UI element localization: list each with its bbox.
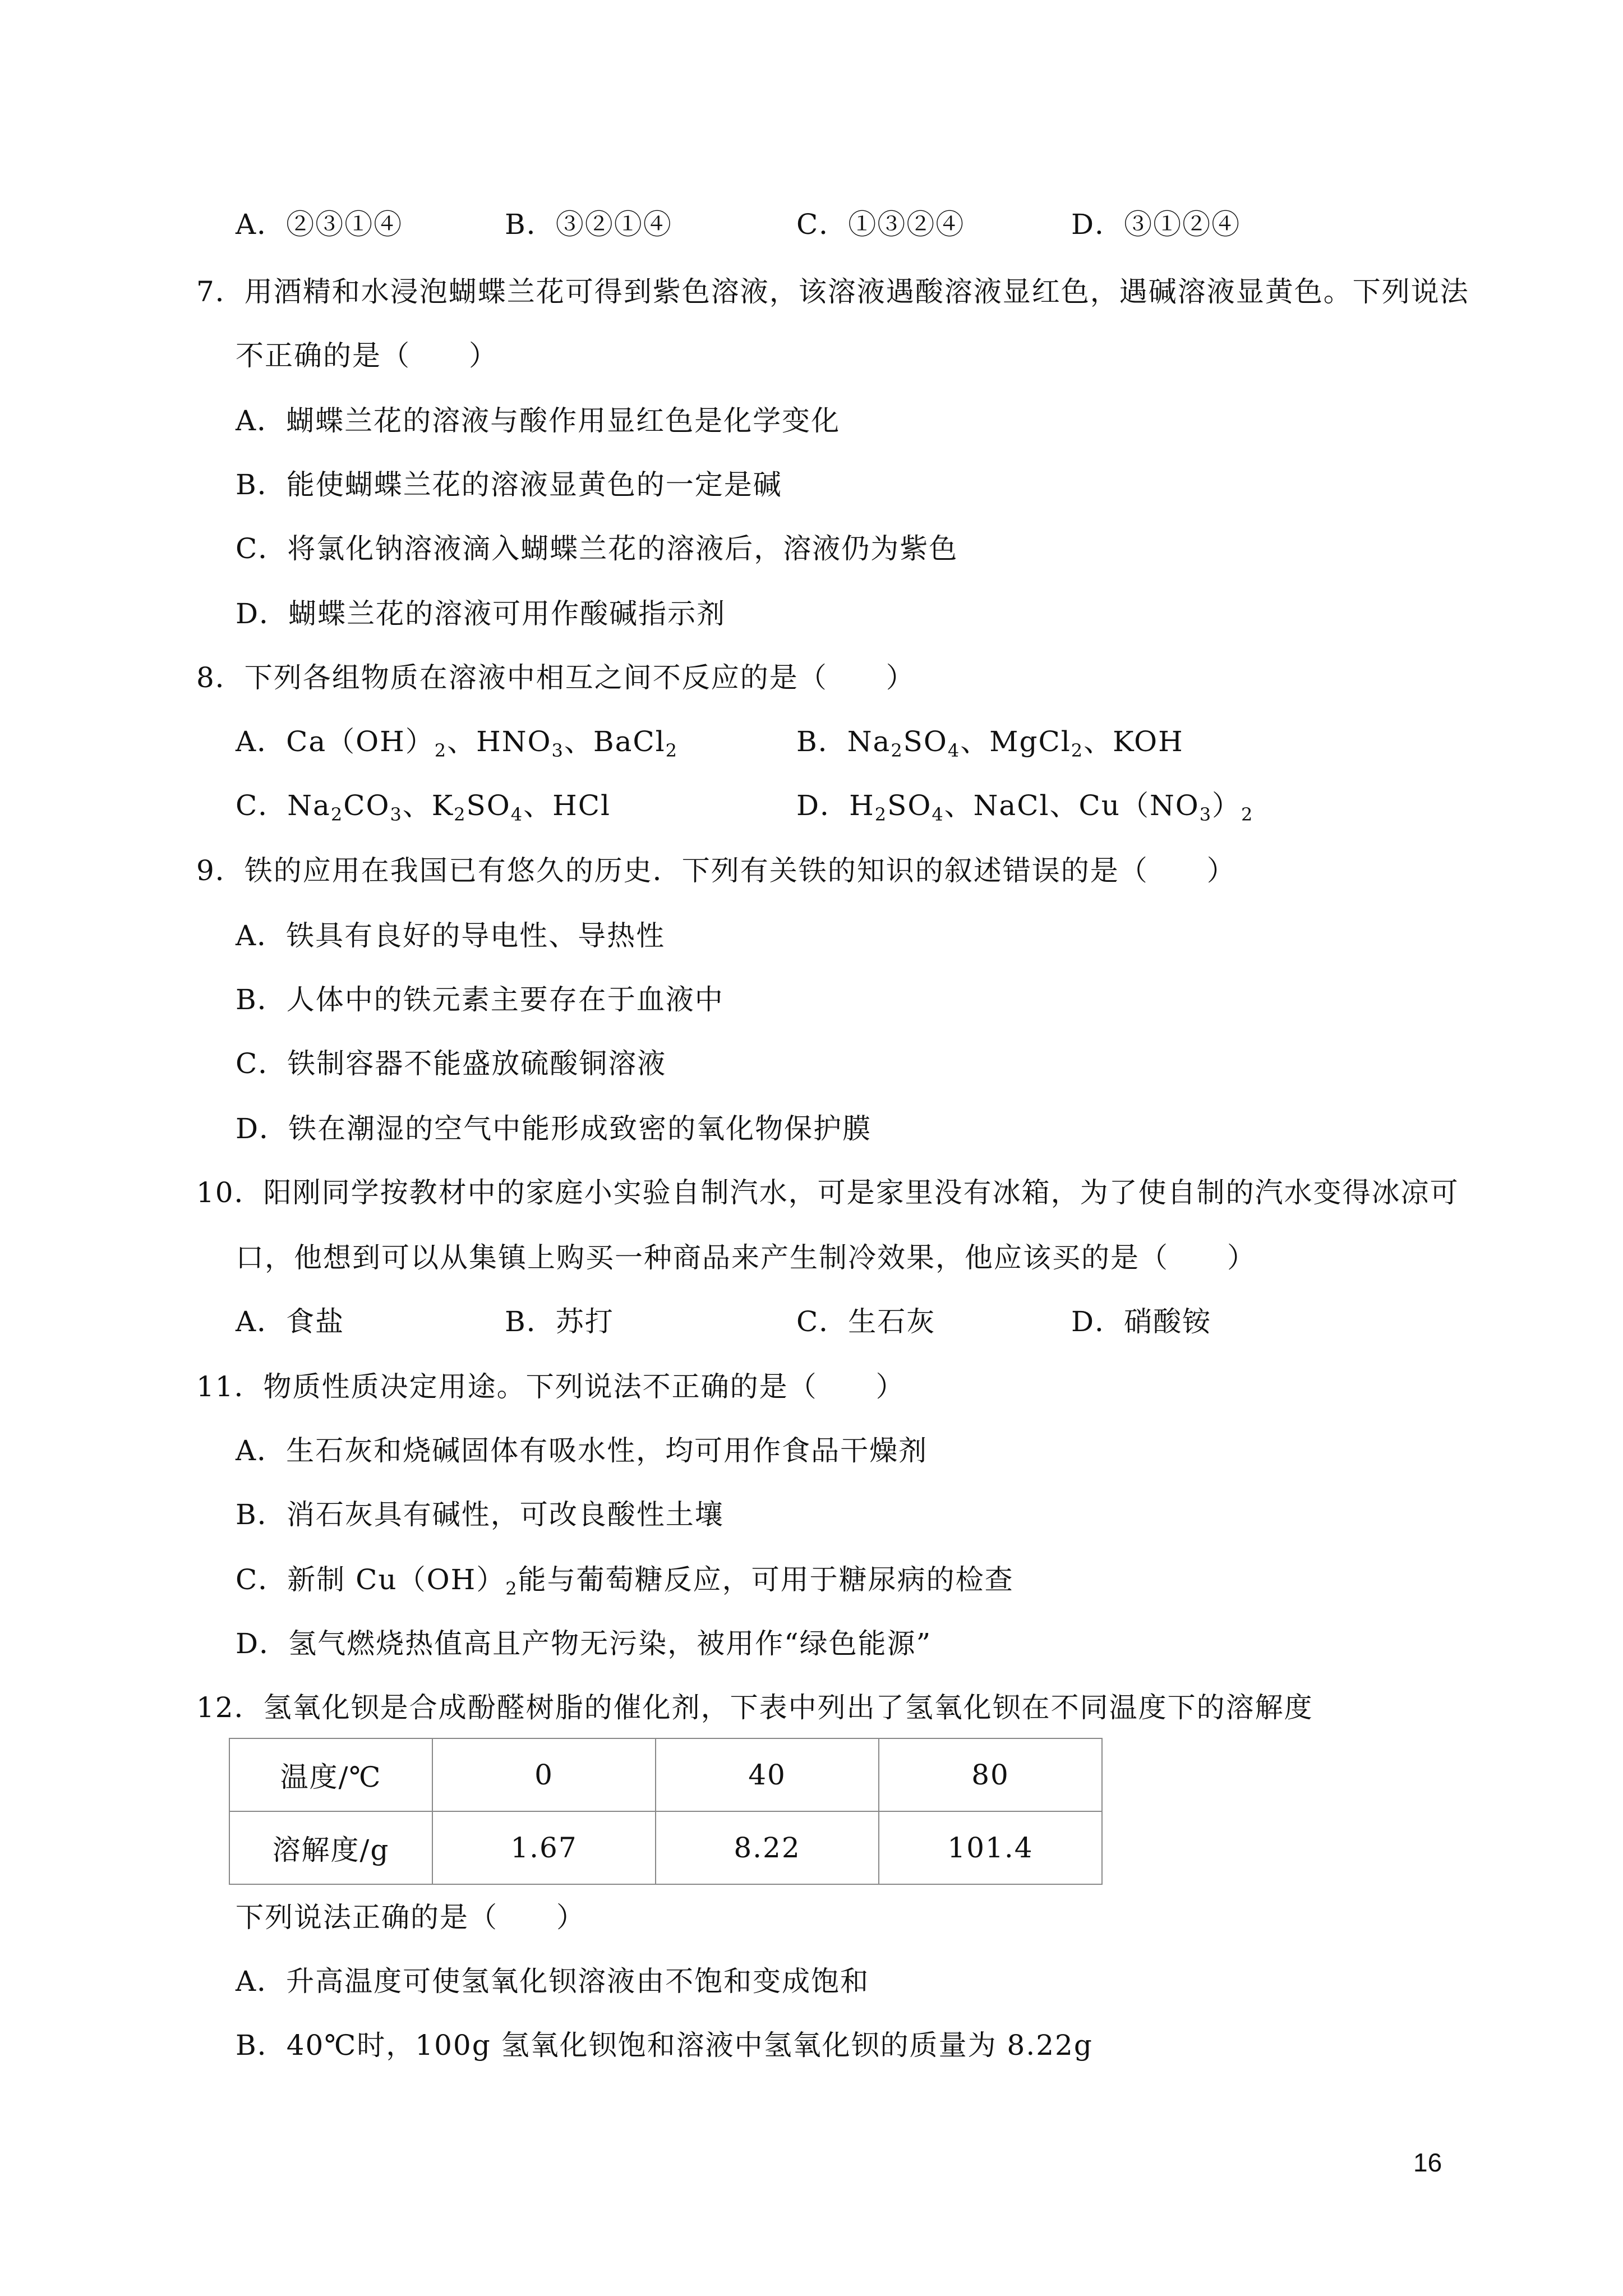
q9-option-d: D．铁在潮湿的空气中能形成致密的氧化物保护膜 (236, 1112, 872, 1145)
table-cell: 温度/℃ (229, 1738, 432, 1811)
q6-option-b: B．③②①④ (505, 208, 672, 241)
table-row (229, 1738, 1102, 1811)
q7-option-d: D．蝴蝶兰花的溶液可用作酸碱指示剂 (236, 597, 726, 630)
q6-option-d: D．③①②④ (1071, 208, 1241, 241)
q11-option-c: C．新制 $Cu(OH)_2$能与葡萄糖反应，可用于糖尿病的检查 (236, 1563, 1014, 1599)
q7-stem-line2: 不正确的是（ ） (236, 339, 498, 372)
q10-option-d: D．硝酸铵 (1071, 1305, 1212, 1338)
q10-option-c: C．生石灰 (796, 1305, 936, 1338)
table-cell: 101.4 (879, 1811, 1102, 1884)
q10-option-a: A．食盐 (236, 1305, 345, 1338)
q11-option-b: B．消石灰具有碱性，可改良酸性土壤 (236, 1498, 724, 1531)
q9-stem: 9．铁的应用在我国已有悠久的历史．下列有关铁的知识的叙述错误的是（ ） (196, 854, 1236, 887)
q11-stem: 11．物质性质决定用途。下列说法不正确的是（ ） (196, 1370, 905, 1403)
q10-option-b: B．苏打 (505, 1305, 614, 1338)
q6-option-c: C．①③②④ (796, 208, 965, 241)
q12-option-a: A．升高温度可使氢氧化钡溶液由不饱和变成饱和 (236, 1965, 870, 1998)
q7-stem-line1: 7．用酒精和水浸泡蝴蝶兰花可得到紫色溶液，该溶液遇酸溶液显红色，遇碱溶液显黄色。下列说法 (196, 275, 1469, 308)
q11-option-a: A．生石灰和烧碱固体有吸水性，均可用作食品干燥剂 (236, 1434, 928, 1467)
table-cell: 1.67 (432, 1811, 656, 1884)
table-row (229, 1811, 1102, 1884)
q12-stem: 12．氢氧化钡是合成酚醛树脂的催化剂，下表中列出了氢氧化钡在不同温度下的溶解度 (196, 1691, 1313, 1724)
q7-option-c: C．将氯化钠溶液滴入蝴蝶兰花的溶液后，溶液仍为紫色 (236, 532, 958, 565)
q12-option-b: B．40℃时，100g 氢氧化钡饱和溶液中氢氧化钡的质量为 8.22g (236, 2029, 1093, 2062)
q6-option-a: A．②③①④ (236, 208, 403, 241)
q8-option-d: D．$H_2SO_4$、NaCl、$Cu(NO_3)_2$ (796, 789, 1254, 825)
q8-option-a: A．$Ca(OH)_2$、$HNO_3$、BaCl$_2$ (236, 725, 679, 761)
q8-option-b: B．$Na_2SO_4$、MgCl$_2$、KOH (796, 725, 1184, 761)
q9-option-b: B．人体中的铁元素主要存在于血液中 (236, 983, 724, 1016)
q9-option-a: A．铁具有良好的导电性、导热性 (236, 919, 666, 952)
table-cell: 溶解度/g (229, 1811, 432, 1884)
q12-prompt: 下列说法正确的是（ ） (236, 1901, 585, 1934)
q11-option-d: D．氢气燃烧热值高且产物无污染，被用作“绿色能源” (236, 1627, 932, 1660)
table-cell: 80 (879, 1738, 1102, 1811)
q9-option-c: C．铁制容器不能盛放硫酸铜溶液 (236, 1047, 667, 1080)
solubility-table (229, 1738, 1103, 1885)
q7-option-a: A．蝴蝶兰花的溶液与酸作用显红色是化学变化 (236, 404, 841, 437)
table-cell: 40 (656, 1738, 879, 1811)
q7-option-b: B．能使蝴蝶兰花的溶液显黄色的一定是碱 (236, 468, 782, 501)
table-cell: 8.22 (656, 1811, 879, 1884)
page-number: 16 (1413, 2148, 1442, 2177)
table-cell: 0 (432, 1738, 656, 1811)
q8-option-c: C．$Na_2CO_3$、$K_2SO_4$、HCl (236, 789, 611, 825)
q10-stem-line2: 口，他想到可以从集镇上购买一种商品来产生制冷效果，他应该买的是（ ） (236, 1241, 1256, 1274)
q8-stem: 8．下列各组物质在溶液中相互之间不反应的是（ ） (196, 661, 915, 694)
q10-stem-line1: 10．阳刚同学按教材中的家庭小实验自制汽水，可是家里没有冰箱，为了使自制的汽水变得冰凉可 (196, 1176, 1459, 1209)
